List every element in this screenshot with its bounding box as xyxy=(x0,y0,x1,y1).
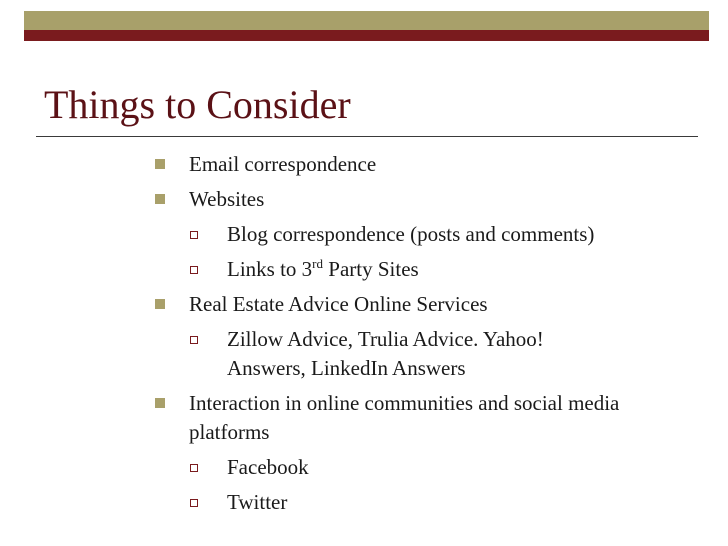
sub-list-item xyxy=(227,325,617,383)
sub-list-item-text: Blog correspondence (posts and comments) xyxy=(227,222,595,246)
list-item xyxy=(189,150,649,179)
sub-list-item-text-before: Links to 3 xyxy=(227,257,313,281)
header-bar-olive xyxy=(24,11,698,30)
hollow-square-bullet-icon xyxy=(190,464,198,472)
hollow-square-bullet-icon xyxy=(190,499,198,507)
header-bar-olive-accent xyxy=(698,11,709,30)
sub-list-item-text: Facebook xyxy=(227,455,309,479)
hollow-square-bullet-icon xyxy=(190,336,198,344)
list-item xyxy=(189,290,649,319)
title-divider xyxy=(36,136,698,137)
header-bar-red-accent xyxy=(698,30,709,41)
list-item-text: Interaction in online communities and social media platforms xyxy=(189,391,620,444)
sub-list-item-text: Zillow Advice, Trulia Advice. Yahoo! Answers, LinkedIn Answers xyxy=(227,327,544,380)
square-bullet-icon xyxy=(155,159,165,169)
sub-list-item xyxy=(227,255,667,284)
sub-list-item-text: Twitter xyxy=(227,490,288,514)
sub-list-item xyxy=(227,488,667,517)
header-bar-red xyxy=(24,30,698,41)
sub-list-item xyxy=(227,220,667,249)
slide-title: Things to Consider xyxy=(44,82,351,127)
bullet-list xyxy=(0,150,728,523)
list-item xyxy=(189,185,649,214)
list-item-text: Websites xyxy=(189,187,265,211)
list-item-text: Real Estate Advice Online Services xyxy=(189,292,488,316)
list-item xyxy=(189,389,629,447)
square-bullet-icon xyxy=(155,299,165,309)
sub-list-item xyxy=(227,453,667,482)
hollow-square-bullet-icon xyxy=(190,266,198,274)
superscript-ordinal: rd xyxy=(312,256,324,271)
list-item-text: Email correspondence xyxy=(189,152,377,176)
square-bullet-icon xyxy=(155,398,165,408)
hollow-square-bullet-icon xyxy=(190,231,198,239)
sub-list-item-text-after: Party Sites xyxy=(323,257,419,281)
square-bullet-icon xyxy=(155,194,165,204)
